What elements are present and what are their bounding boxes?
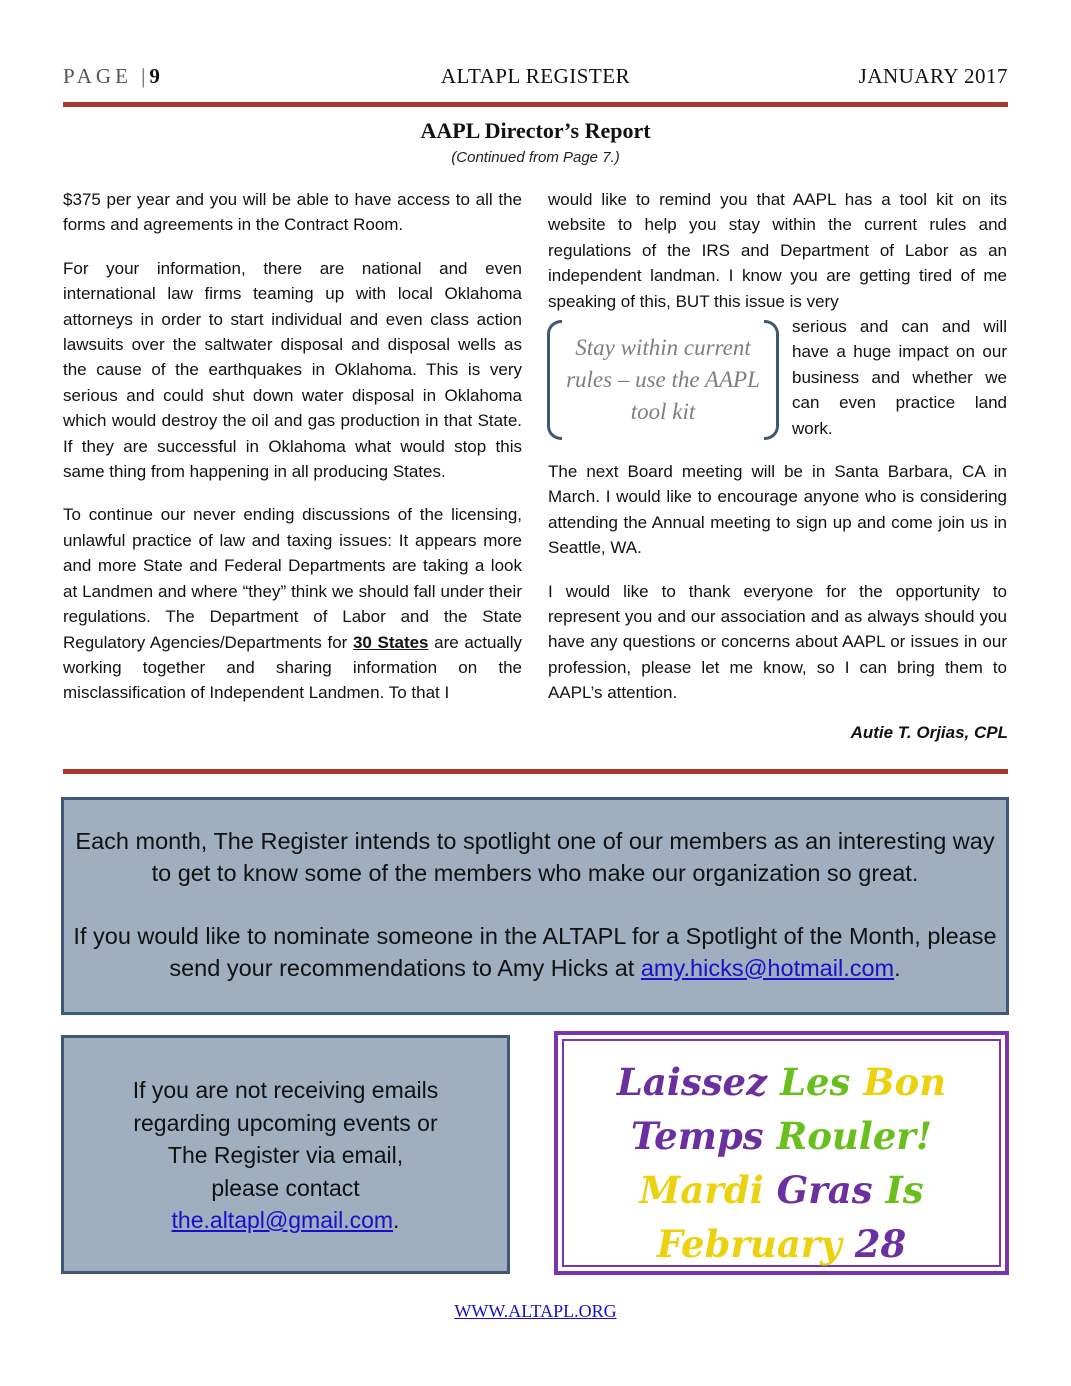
article-right-column-bottom bbox=[548, 459, 1007, 706]
spotlight-nominate: If you would like to nominate someone in the ALTAPL for a Spotlight of the Month, please send your recommendations to Amy Hicks at amy.hicks@hotmail.com. bbox=[73, 923, 997, 981]
mg-word: Laissez bbox=[616, 1060, 768, 1104]
footer bbox=[0, 1301, 1071, 1322]
author-signature: Autie T. Orjias, CPL bbox=[850, 723, 1008, 742]
article-left-column bbox=[63, 187, 522, 706]
mg-word: Rouler! bbox=[776, 1114, 933, 1158]
left-paragraph-1: $375 per year and you will be able to have access to all the forms and agreements in the Contract Room. bbox=[63, 190, 522, 235]
page-label: PAGE | bbox=[63, 64, 150, 88]
mg-word: Is bbox=[885, 1168, 924, 1212]
website-link[interactable]: WWW.ALTAPL.ORG bbox=[454, 1301, 617, 1321]
article-divider bbox=[63, 769, 1008, 774]
thirty-states-emphasis: 30 States bbox=[352, 632, 429, 652]
spotlight-email-link[interactable]: amy.hicks@hotmail.com bbox=[640, 954, 895, 981]
right-paragraph-2: The next Board meeting will be in Santa Barbara, CA in March. I would like to encourage anyone who is considering attending the Annual meeting to sign up and come join us in Seattle, WA. bbox=[548, 462, 1007, 558]
page-number-value: 9 bbox=[149, 64, 160, 88]
left-bracket bbox=[547, 320, 562, 440]
article-title: AAPL Director’s Report bbox=[420, 118, 651, 143]
article-right-column-beside-quote: serious and can and will have a huge impact on our business and whether we can even practice land work. bbox=[792, 317, 1007, 438]
mg-word: Bon bbox=[863, 1060, 947, 1104]
header-divider bbox=[63, 102, 1008, 107]
left-paragraph-2: For your information, there are national and even international law firms teaming up with local Oklahoma attorneys in order to start individual and even class action lawsuits over the saltwater disposal and disposal wells as the cause of the earthquakes in Oklahoma. This is very serious and could shut down water disposal in Oklahoma which would destroy the oil and gas production in that State. If they are successful in Oklahoma what would stop this same thing from happening in all producing States. bbox=[63, 258, 522, 482]
mardi-gras-box bbox=[554, 1031, 1009, 1275]
mardi-gras-text bbox=[558, 1055, 1005, 1271]
email-box-line: please contact bbox=[211, 1174, 360, 1201]
mg-word: Gras bbox=[776, 1168, 873, 1212]
pull-quote bbox=[547, 318, 779, 438]
email-box-contact: the.altapl@gmail.com. bbox=[171, 1207, 400, 1233]
issue-date: JANUARY 2017 bbox=[858, 64, 1008, 88]
contact-email-link[interactable]: the.altapl@gmail.com bbox=[171, 1207, 394, 1233]
email-box-line: The Register via email, bbox=[167, 1142, 404, 1168]
email-contact-box bbox=[61, 1035, 510, 1274]
article-right-column-top: would like to remind you that AAPL has a tool kit on its website to help you stay within the current rules and regulations of the IRS and Department of Labor as an independent landman. I know you are getting tired of me speaking of this, BUT this issue is very bbox=[548, 190, 1007, 311]
mg-word: Temps bbox=[630, 1114, 764, 1158]
left-paragraph-3: To continue our never ending discussions of the licensing, unlawful practice of law and taxing issues: It appears more and more State and Federal Departments are taking a look at Landmen and where “they” think we should fall under their regulations. The Department of Labor and the State Regulatory Agencies/Departments for 30 States are actually working together and sharing information on the misclassification of Independent Landmen. To that I bbox=[63, 505, 522, 703]
right-bracket bbox=[764, 320, 779, 440]
mg-word: February bbox=[656, 1222, 842, 1266]
publication-title: ALTAPL REGISTER bbox=[440, 64, 631, 88]
article-continued-note: (Continued from Page 7.) bbox=[451, 149, 620, 166]
spotlight-intro: Each month, The Register intends to spotlight one of our members as an interesting way to get to know some of the members who make our organization so great. bbox=[75, 828, 995, 886]
mg-word: Mardi bbox=[639, 1168, 764, 1212]
mg-word: 28 bbox=[854, 1222, 907, 1266]
right-paragraph-3: I would like to thank everyone for the opportunity to represent you and our association and as always should you have any questions or concerns about AAPL or issues in our profession, please let me know, so I can bring them to AAPL’s attention. bbox=[548, 581, 1007, 703]
email-box-line: If you are not receiving emails bbox=[132, 1077, 439, 1103]
pull-quote-text: Stay within current rules – use the AAPL tool kit bbox=[566, 335, 760, 424]
email-box-line: regarding upcoming events or bbox=[133, 1109, 438, 1136]
mg-word: Les bbox=[780, 1060, 851, 1104]
spotlight-box bbox=[61, 797, 1009, 1015]
